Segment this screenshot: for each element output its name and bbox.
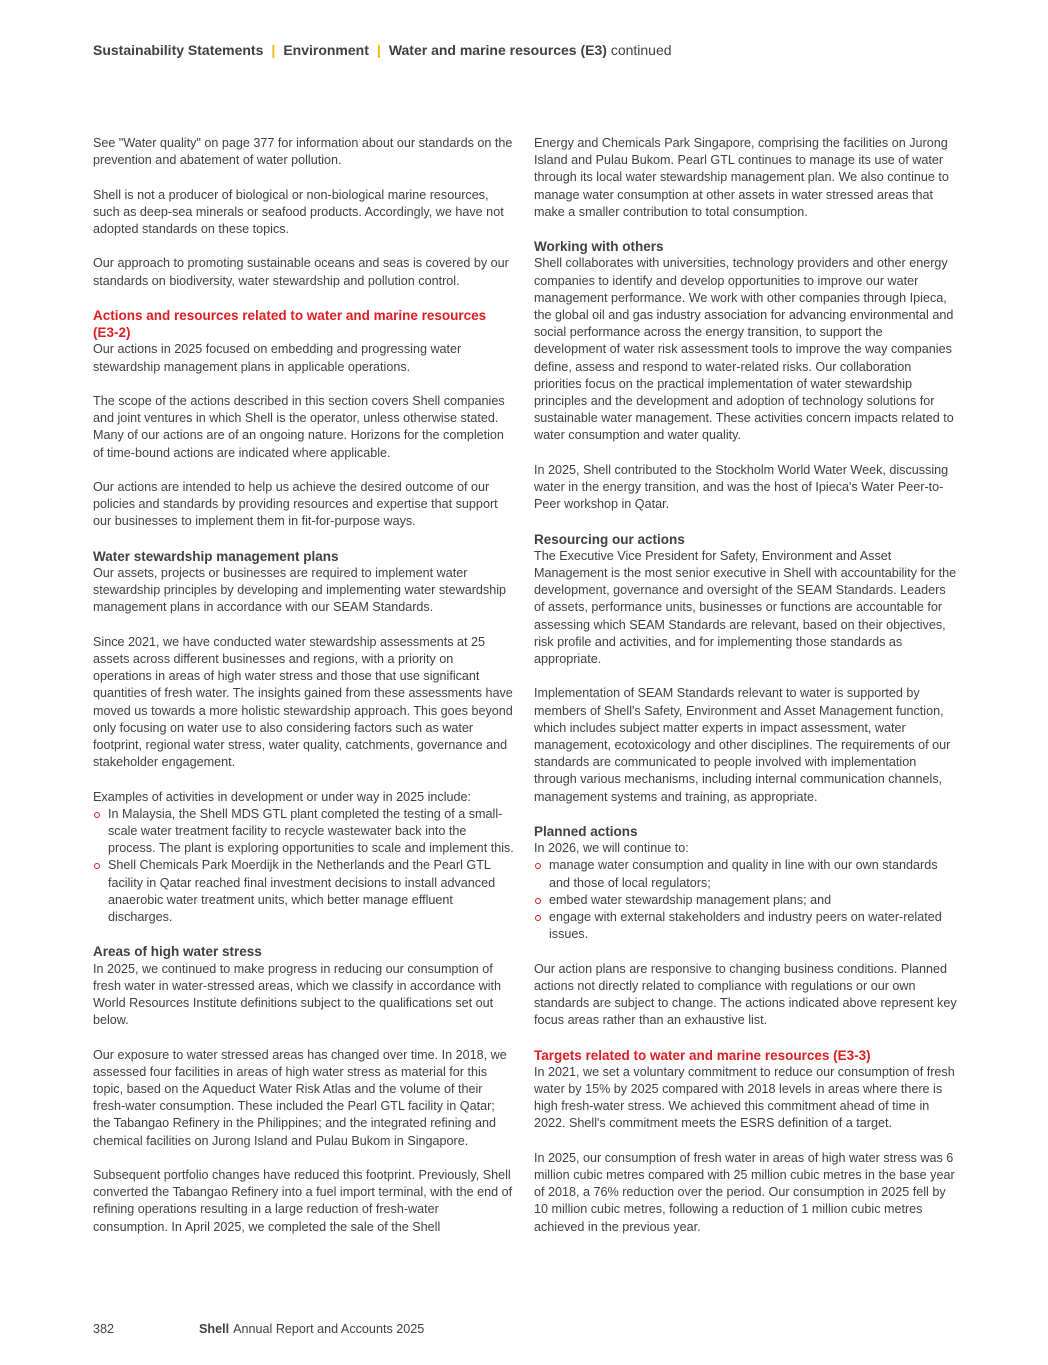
paragraph-oceans-approach: Our approach to promoting sustainable oceans and seas is covered by our standards on biodiversity, water stewardship and pollution control. (93, 256, 509, 288)
running-header (93, 42, 672, 58)
list-item: manage water consumption and quality in line with our own standards and those of local regulators; (534, 857, 958, 891)
footer-brand: Shell (199, 1322, 230, 1336)
footer-publication: Annual Report and Accounts 2025 (233, 1322, 425, 1336)
paragraph-stockholm: In 2025, Shell contributed to the Stockholm World Water Week, discussing water in the energy transition, and was the host of Ipieca's Water Peer-to-Peer workshop in Qatar. (534, 462, 949, 512)
heading-working-with-others: Working with others (534, 239, 664, 255)
right-column (534, 135, 958, 1236)
paragraph-actions-2025: Our actions in 2025 focused on embedding and progressing water stewardship management plans in applicable operations. (93, 342, 462, 374)
page-footer (93, 1322, 424, 1336)
list-item: Shell Chemicals Park Moerdijk in the Netherlands and the Pearl GTL facility in Qatar reached final investment decisions to install advanced anaerobic water treatment units, which better manage effluent discharges. (93, 857, 515, 926)
paragraph-stress-exposure: Our exposure to water stressed areas has changed over time. In 2018, we assessed four facilities in areas of high water stress as material for this topic, based on the Aqueduct Water Risk Atlas and the volume of their fresh-water consumption. These included the Pearl GTL facility in Qatar; the Tabangao Refinery in the Philippines; and the integrated refining and chemical facilities on Jurong Island and Pulau Bukom in Singapore. (93, 1047, 507, 1148)
paragraph-target-commitment: In 2021, we set a voluntary commitment to reduce our consumption of fresh water by 15% by 2025 compared with 2018 levels in areas where there is high fresh-water stress. We achieved this commitment ahead of time in 2022. Shell's commitment meets the ESRS definition of a target. (534, 1064, 955, 1131)
header-section: Sustainability Statements (93, 42, 264, 58)
paragraph-action-plans: Our action plans are responsive to changing business conditions. Planned actions not directly related to compliance with regulations or our own standards are subject to change. The actions indicated above represent key focus areas rather than an exhaustive list. (534, 961, 957, 1028)
heading-targets: Targets related to water and marine resources (E3-3) (534, 1047, 871, 1063)
header-subsection: Environment (283, 42, 369, 58)
heading-actions-resources: Actions and resources related to water and marine resources (E3-2) (93, 307, 487, 341)
paragraph-examples-intro: Examples of activities in development or under way in 2025 include: (93, 789, 472, 804)
page-number: 382 (93, 1322, 115, 1336)
paragraph-water-quality-ref: See "Water quality" on page 377 for information about our standards on the prevention and abatement of water pollution. (93, 136, 513, 168)
paragraph-implementation: Implementation of SEAM Standards relevant to water is supported by members of Shell's Safety, Environment and Asset Management function, which includes subject matter experts in impact assessment, water management, ecotoxicology and other disciplines. The requirements of our standards are communicated to people involved with implementation through various mechanisms, including internal communication channels, management systems and training, as appropriate. (534, 686, 951, 804)
paragraph-stewardship-assessments: Since 2021, we have conducted water stewardship assessments at 25 assets across different businesses and regions, with a priority on operations in areas of high water stress and those that use significant quantities of fresh water. The insights gained from these assessments have moved us towards a more holistic stewardship approach. This goes beyond only focusing on water use to also considering factors such as water footprint, regional water stress, water quality, catchments, governance and stakeholder engagement. (93, 634, 513, 770)
list-item: In Malaysia, the Shell MDS GTL plant completed the testing of a small-scale water treatment facility to recycle wastewater back into the process. The plant is exploring opportunities to scale and implement this. (93, 806, 515, 858)
list-item: engage with external stakeholders and industry peers on water-related issues. (534, 909, 958, 943)
paragraph-singapore-continued: Energy and Chemicals Park Singapore, comprising the facilities on Jurong Island and Pulau Bukom. Pearl GTL continues to manage its use of water through its local water stewardship management plan. We also continue to manage water consumption at other assets in water stressed areas that make a smaller contribution to total consumption. (534, 136, 949, 219)
paragraph-marine-resources: Shell is not a producer of biological or non-biological marine resources, such as deep-sea minerals or seafood products. Accordingly, we have not adopted standards on these topics. (93, 187, 504, 236)
heading-planned-actions: Planned actions (534, 824, 638, 840)
heading-high-water-stress: Areas of high water stress (93, 944, 262, 960)
paragraph-accountability: The Executive Vice President for Safety, Environment and Asset Management is the most senior executive in Shell with accountability for the development, governance and oversight of the SEAM Standards. Leaders of assets, performance units, businesses or functions are accountable for assessing which SEAM Standards are relevant, based on their objectives, risk profile and activities, and for implementing those standards as appropriate. (534, 548, 957, 667)
paragraph-actions-scope: The scope of the actions described in this section covers Shell companies and joint ventures in which Shell is the operator, unless otherwise stated. Many of our actions are of an ongoing nature. Horizons for the completion of time-bound actions are indicated where applicable. (93, 393, 505, 460)
paragraph-planned-intro: In 2026, we will continue to: (534, 841, 689, 856)
paragraph-portfolio-changes: Subsequent portfolio changes have reduced this footprint. Previously, Shell converted the Tabangao Refinery into a fuel import terminal, with the end of refining operations resulting in a large reduction of fresh-water consumption. In April 2025, we completed the sale of the Shell (93, 1168, 513, 1234)
header-continued: continued (610, 42, 672, 58)
header-separator: | (271, 42, 276, 58)
paragraph-collaboration: Shell collaborates with universities, technology providers and other energy companies to identify and develop opportunities to improve our water management performance. We work with other companies through Ipieca, the global oil and gas industry association for advancing environmental and social performance across the energy transition, to support the development of water risk assessment tools to improve the way companies define, assess and respond to water-related risks. Our collaboration priorities focus on the practical implementation of water stewardship principles and the development and adoption of technology solutions for sustainable water management. These activities concern impacts related to water consumption and water quality. (534, 256, 954, 443)
list-item: embed water stewardship management plans; and (534, 892, 958, 909)
paragraph-stress-progress: In 2025, we continued to make progress in reducing our consumption of fresh water in water-stressed areas, which we classify in accordance with World Resources Institute definitions subject to the qualifications set out below. (93, 961, 502, 1028)
examples-list (93, 806, 515, 926)
paragraph-actions-intent: Our actions are intended to help us achieve the desired outcome of our policies and standards by providing resources and expertise that support our businesses to implement them in fit-for-purpose ways. (93, 479, 498, 529)
heading-stewardship-plans: Water stewardship management plans (93, 548, 339, 564)
heading-resourcing-actions: Resourcing our actions (534, 531, 685, 547)
paragraph-stewardship-requirements: Our assets, projects or businesses are required to implement water stewardship principles by developing and implementing water stewardship management plans in accordance with our SEAM Standards. (93, 565, 507, 615)
header-topic: Water and marine resources (E3) (388, 42, 607, 58)
header-separator: | (376, 42, 381, 58)
paragraph-target-progress: In 2025, our consumption of fresh water in areas of high water stress was 6 million cubic metres compared with 25 million cubic metres in the base year of 2018, a 76% reduction over the period. Our consumption in 2025 fell by 10 million cubic metres, following a reduction of 1 million cubic metres achieved in the previous year. (534, 1150, 955, 1234)
planned-actions-list (534, 857, 958, 943)
left-column (93, 135, 515, 1236)
